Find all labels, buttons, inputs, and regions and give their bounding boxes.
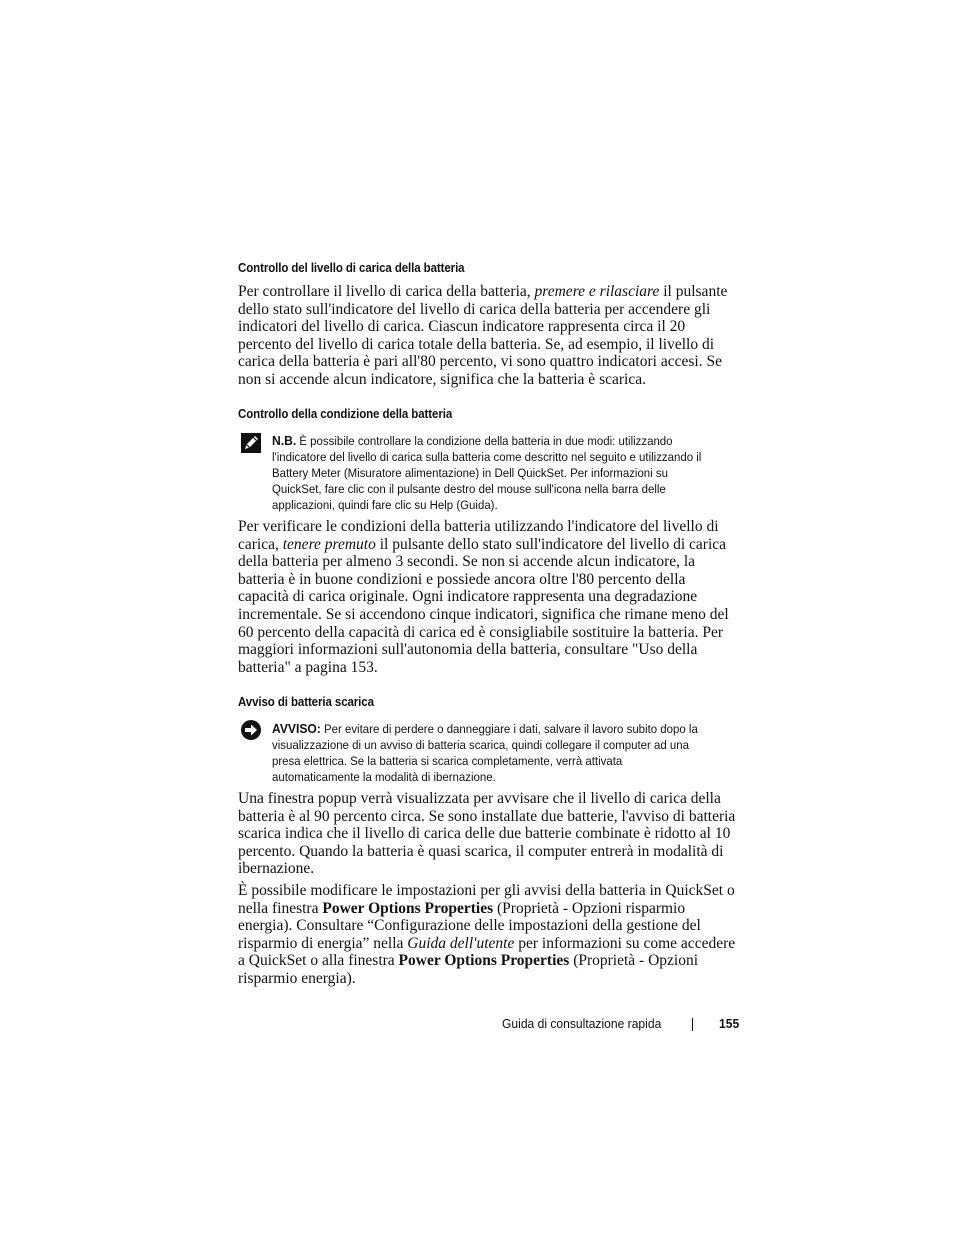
- note-battery-condition: [272, 433, 709, 513]
- text-run: il pulsante dello stato sull'indicatore del livello di carica della batteria per almeno 3 secondi. Se non si accende alcun indicatore, la batteria è in buone condizioni e possiede ancora oltre l'80 percento della capacità di carica originale. Ogni indicatore rappresenta una degradazione incrementale. Se si accendono cinque indicatori, significa che rimane meno del 60 percento della capacità di carica ed è consigliabile sostituire la batteria. Per maggiori informazioni sull'autonomia della batteria, consultare "Uso della batteria" a pagina 153.: [238, 535, 729, 676]
- text-run: (Proprietà - Opzioni risparmio energia).: [238, 952, 699, 987]
- text-run: Per evitare di perdere o danneggiare i dati, salvare il lavoro subito dopo la visualizzazione di un avviso di batteria scarica, quindi collegare il computer ad una presa elettrica. Se la batteria si scarica completamente, verrà attivata automaticamente la modalità di ibernazione.: [272, 722, 698, 784]
- text-run: (Guida).: [453, 498, 498, 512]
- paragraph-quickset-settings: [238, 882, 738, 988]
- emphasis-text: Guida dell'utente: [407, 934, 515, 952]
- text-run: il pulsante dello stato sull'indicatore del livello di carica della batteria per accendere gli indicatori del livello di carica. Ciascun indicatore rappresenta circa il 20 percento del livello di carica totale della batteria. Se, ad esempio, il livello di carica della batteria è pari all'80 percento, vi sono quattro indicatori accesi. Se non si accende alcun indicatore, significa che la batteria è scarica.: [238, 283, 728, 388]
- section-heading-battery-charge: Controllo del livello di carica della batteria: [238, 261, 465, 275]
- note-label: N.B.: [272, 433, 297, 448]
- emphasis-text: tenere premuto: [282, 535, 376, 553]
- text-run: È possibile controllare la condizione della batteria in due modi: utilizzando l'indicatore del livello di carica sulla batteria come descritto nel seguito e utilizzando il Battery Meter (Misuratore alimentazione) in Dell QuickSet. Per informazioni su QuickSet, fare clic con il pulsante destro del mouse sull'icona nella barra delle applicazioni, quindi fare clic su: [272, 434, 702, 512]
- paragraph-low-battery-popup: Una finestra popup verrà visualizzata per avvisare che il livello di carica della batteria è al 90 percento circa. Se sono installate due batterie, l'avviso di batteria scarica indica che il livello di carica delle due batterie combinate è ridotto al 10 percento. Quando la batteria è quasi scarica, il computer entrerà in modalità di ibernazione.: [238, 790, 736, 878]
- paragraph-battery-condition: [238, 518, 738, 676]
- section-heading-low-battery: Avviso di batteria scarica: [238, 695, 374, 709]
- text-run: Per verificare le condizioni della batteria utilizzando l'indicatore del livello di carica,: [238, 518, 719, 553]
- text-run: È possibile modificare le impostazioni per gli avvisi della batteria in QuickSet o nella finestra: [238, 882, 735, 917]
- footer-divider: [692, 1018, 693, 1031]
- notice-label: AVVISO:: [272, 721, 321, 736]
- pencil-note-icon: [240, 432, 262, 454]
- paragraph-battery-charge: [238, 283, 738, 389]
- text-run: Per controllare il livello di carica della batteria,: [238, 283, 535, 300]
- help-term: Help: [429, 498, 454, 512]
- page-number: 155: [719, 1016, 740, 1031]
- footer-title: Guida di consultazione rapida: [502, 1016, 662, 1031]
- notice-low-battery: [272, 721, 709, 785]
- warning-arrow-icon: [240, 719, 262, 741]
- bold-term: Power Options Properties: [398, 952, 570, 970]
- section-heading-battery-condition: Controllo della condizione della batteria: [238, 407, 453, 421]
- bold-term: Power Options Properties: [322, 899, 494, 917]
- text-run: per informazioni su come accedere a QuickSet o alla finestra: [238, 934, 736, 970]
- text-run: (Proprietà - Opzioni risparmio energia). Consultare “Configurazione delle impostazioni della gestione del risparmio di energia” nella: [238, 899, 701, 952]
- emphasis-text: premere e rilasciare: [534, 283, 660, 300]
